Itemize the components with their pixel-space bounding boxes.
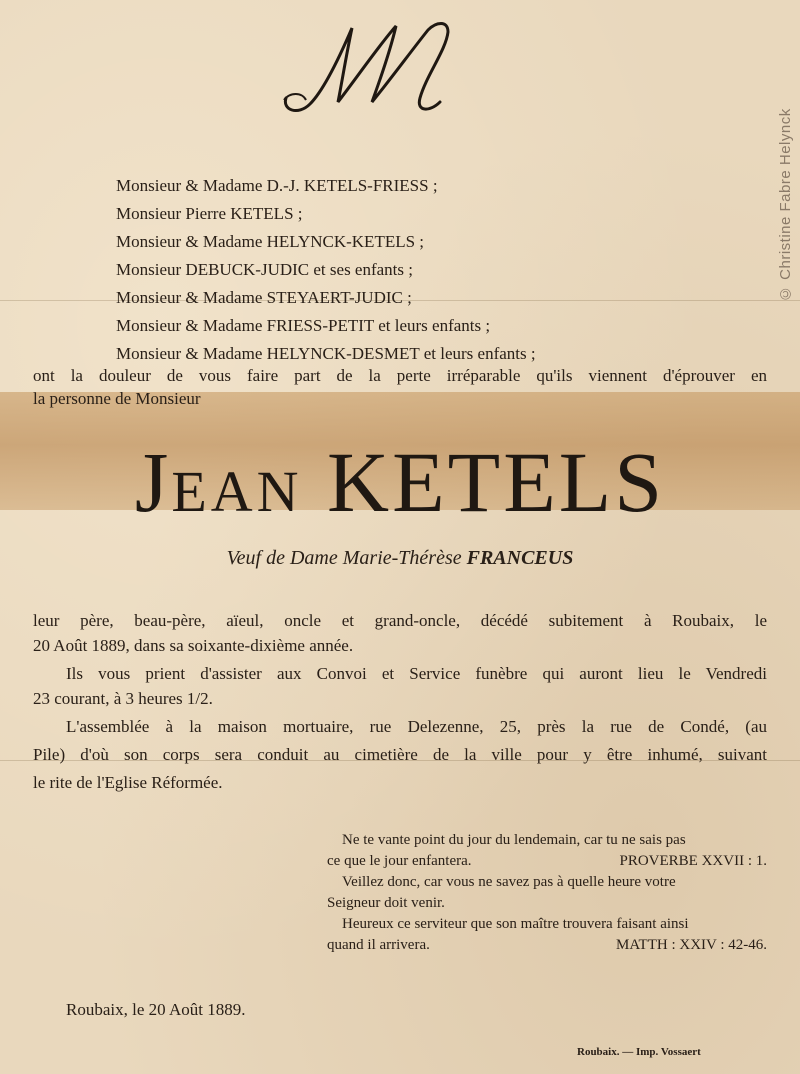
paragraph-line: Ils vous prient d'assister aux Convoi et Service funèbre qui auront lieu le Vendredi bbox=[66, 664, 767, 683]
paragraph-line: leur père, beau-père, aïeul, oncle et grand-oncle, décédé subitement à Roubaix, le bbox=[33, 611, 767, 630]
quote-reference: PROVERBE XXVII : 1. bbox=[619, 853, 767, 869]
announcement-line: ont la douleur de vous faire part de la perte irréparable qu'ils viennent d'éprouver en bbox=[33, 366, 767, 385]
paragraph-line: 23 courant, à 3 heures 1/2. bbox=[33, 689, 213, 708]
announcement-line: la personne de Monsieur bbox=[33, 389, 201, 408]
first-name-initial: J bbox=[134, 434, 172, 530]
last-name: KETELS bbox=[327, 434, 666, 530]
quote-reference: MATTH : XXIV : 42-46. bbox=[616, 937, 767, 953]
family-entry: Monsieur DEBUCK-JUDIC et ses enfants ; bbox=[116, 260, 413, 279]
deceased-name bbox=[0, 432, 800, 532]
copyright-watermark: © Christine Fabre Helynck bbox=[777, 108, 794, 302]
family-entry: Monsieur & Madame FRIESS-PETIT et leurs enfants ; bbox=[116, 316, 491, 335]
family-entry: Monsieur & Madame HELYNCK-KETELS ; bbox=[116, 232, 425, 251]
first-name-rest: EAN bbox=[171, 459, 303, 524]
family-entry: Monsieur & Madame D.-J. KETELS-FRIESS ; bbox=[116, 176, 438, 195]
family-entry: Monsieur & Madame HELYNCK-DESMET et leurs enfants ; bbox=[116, 344, 536, 363]
place-date-line: Roubaix, le 20 Août 1889. bbox=[66, 1000, 246, 1019]
quote-line: Heureux ce serviteur que son maître trouvera faisant ainsi bbox=[342, 916, 689, 932]
monogram-m-ornament bbox=[280, 16, 480, 126]
quote-text: quand il arrivera. bbox=[327, 937, 430, 953]
family-list bbox=[116, 172, 536, 368]
quote-line: Seigneur doit venir. bbox=[327, 895, 445, 911]
quote-line bbox=[327, 851, 767, 872]
quote-line: Ne te vante point du jour du lendemain, car tu ne sais pas bbox=[342, 832, 686, 848]
paragraph-line: L'assemblée à la maison mortuaire, rue Delezenne, 25, près la rue de Condé, (au bbox=[66, 717, 767, 736]
subtitle-name: FRANCEUS bbox=[466, 547, 574, 569]
scripture-quote bbox=[327, 830, 767, 956]
family-entry: Monsieur & Madame STEYAERT-JUDIC ; bbox=[116, 288, 412, 307]
paragraph-line: Pile) d'où son corps sera conduit au cimetière de la ville pour y être inhumé, suivant bbox=[33, 745, 767, 764]
family-entry: Monsieur Pierre KETELS ; bbox=[116, 204, 303, 223]
paragraph-line: le rite de l'Eglise Réformée. bbox=[33, 773, 223, 792]
subtitle-prefix: Veuf de Dame Marie-Thérèse bbox=[226, 547, 462, 569]
quote-text: ce que le jour enfantera. bbox=[327, 853, 472, 869]
quote-line bbox=[327, 935, 767, 956]
printer-credit: Roubaix. — Imp. Vossaert bbox=[577, 1046, 701, 1058]
widower-subtitle bbox=[0, 547, 800, 570]
quote-line: Veillez donc, car vous ne savez pas à quelle heure votre bbox=[342, 874, 676, 890]
paragraph-line: 20 Août 1889, dans sa soixante-dixième année. bbox=[33, 636, 354, 655]
